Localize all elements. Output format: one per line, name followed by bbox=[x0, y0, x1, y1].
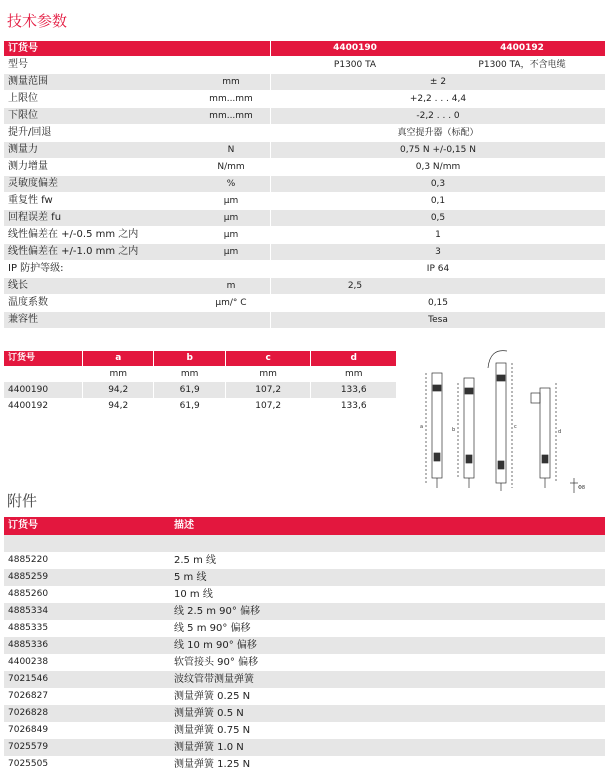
acc-code: 4885220 bbox=[4, 552, 170, 569]
header-col1: 4400190 bbox=[271, 41, 440, 57]
spec-label: 线性偏差在 +/-0.5 mm 之内 bbox=[4, 227, 192, 244]
acc-row bbox=[4, 688, 605, 705]
acc-desc: 测量弹簧 0.5 N bbox=[170, 705, 605, 722]
dim-label-c: c bbox=[514, 424, 517, 430]
spec-unit: µm bbox=[192, 193, 271, 210]
dims-header-row bbox=[4, 351, 397, 366]
acc-code: 7026828 bbox=[4, 705, 170, 722]
spec-value: IP 64 bbox=[271, 261, 606, 278]
dims-cell: 61,9 bbox=[154, 382, 225, 398]
spec-label: 测量力 bbox=[4, 142, 192, 159]
spec-label: 重复性 fw bbox=[4, 193, 192, 210]
temp-label: 温度系数 bbox=[4, 295, 192, 312]
spec-unit bbox=[192, 261, 271, 278]
acc-row bbox=[4, 722, 605, 739]
header-col2: 4400192 bbox=[439, 41, 605, 57]
spec-unit: N/mm bbox=[192, 159, 271, 176]
acc-row bbox=[4, 654, 605, 671]
spec-unit: µm bbox=[192, 227, 271, 244]
acc-desc: 线 2.5 m 90° 偏移 bbox=[170, 603, 605, 620]
dims-cell: 4400192 bbox=[4, 398, 83, 414]
dims-unit-cell: mm bbox=[154, 366, 225, 382]
acc-desc: 2.5 m 线 bbox=[170, 552, 605, 569]
model-col2: P1300 TA，不含电缆 bbox=[439, 57, 605, 74]
section-title-accessories: 附件 bbox=[7, 492, 38, 510]
cable-unit: m bbox=[192, 278, 271, 295]
acc-desc: 10 m 线 bbox=[170, 586, 605, 603]
spec-row bbox=[4, 125, 605, 142]
acc-row bbox=[4, 705, 605, 722]
acc-row bbox=[4, 671, 605, 688]
cable-value: 2,5 bbox=[271, 278, 440, 295]
spec-label: IP 防护等级: bbox=[4, 261, 192, 278]
spec-unit: mm bbox=[192, 74, 271, 91]
acc-row bbox=[4, 756, 605, 773]
acc-header-row bbox=[4, 517, 605, 535]
acc-code: 7021546 bbox=[4, 671, 170, 688]
dims-row bbox=[4, 398, 397, 414]
compat-row bbox=[4, 312, 605, 329]
acc-code: 4885260 bbox=[4, 586, 170, 603]
spec-value: 0,5 bbox=[271, 210, 606, 227]
temp-value: 0,15 bbox=[271, 295, 606, 312]
cable-row bbox=[4, 278, 605, 295]
dims-cell: 133,6 bbox=[311, 382, 397, 398]
acc-header-code: 订货号 bbox=[4, 517, 170, 535]
spec-row bbox=[4, 193, 605, 210]
spec-unit: mm...mm bbox=[192, 91, 271, 108]
spec-value: 0,3 bbox=[271, 176, 606, 193]
acc-row bbox=[4, 569, 605, 586]
spec-row bbox=[4, 244, 605, 261]
spec-value: 0,3 N/mm bbox=[271, 159, 606, 176]
acc-desc: 波纹管带测量弹簧 bbox=[170, 671, 605, 688]
acc-code: 7026827 bbox=[4, 688, 170, 705]
spec-row bbox=[4, 108, 605, 125]
spec-row bbox=[4, 142, 605, 159]
section-title-specs: 技术参数 bbox=[7, 12, 68, 30]
dims-header-cell: b bbox=[154, 351, 225, 366]
acc-desc: 测量弹簧 1.25 N bbox=[170, 756, 605, 773]
acc-desc: 软管接头 90° 偏移 bbox=[170, 654, 605, 671]
dims-cell: 94,2 bbox=[83, 398, 154, 414]
spec-unit bbox=[192, 125, 271, 142]
dim-label-a: a bbox=[420, 424, 424, 430]
acc-spacer-row bbox=[4, 535, 605, 552]
compat-value: Tesa bbox=[271, 312, 606, 329]
spec-row bbox=[4, 176, 605, 193]
dims-header-cell: c bbox=[225, 351, 311, 366]
dims-unit-cell: mm bbox=[83, 366, 154, 382]
spec-table bbox=[4, 41, 605, 329]
spec-row bbox=[4, 261, 605, 278]
acc-desc: 5 m 线 bbox=[170, 569, 605, 586]
spec-value: 0,1 bbox=[271, 193, 606, 210]
acc-code: 7025505 bbox=[4, 756, 170, 773]
acc-desc: 测量弹簧 0.25 N bbox=[170, 688, 605, 705]
acc-row bbox=[4, 603, 605, 620]
spec-unit: µm bbox=[192, 244, 271, 261]
acc-code: 7025579 bbox=[4, 739, 170, 756]
dimensions-table bbox=[4, 351, 397, 414]
cable-label: 线长 bbox=[4, 278, 192, 295]
accessories-table bbox=[4, 517, 605, 773]
spec-unit: µm bbox=[192, 210, 271, 227]
dims-cell: 94,2 bbox=[83, 382, 154, 398]
dim-label-d: d bbox=[558, 429, 562, 435]
dims-cell: 107,2 bbox=[225, 398, 311, 414]
acc-desc: 测量弹簧 1.0 N bbox=[170, 739, 605, 756]
spec-unit: % bbox=[192, 176, 271, 193]
spec-unit: N bbox=[192, 142, 271, 159]
acc-desc: 测量弹簧 0.75 N bbox=[170, 722, 605, 739]
temp-row bbox=[4, 295, 605, 312]
spec-label: 下限位 bbox=[4, 108, 192, 125]
spec-label: 测力增量 bbox=[4, 159, 192, 176]
acc-header-desc: 描述 bbox=[170, 517, 605, 535]
spec-row bbox=[4, 227, 605, 244]
temp-unit: µm/° C bbox=[192, 295, 271, 312]
spec-label: 回程误差 fu bbox=[4, 210, 192, 227]
spec-label: 上限位 bbox=[4, 91, 192, 108]
dims-cell: 133,6 bbox=[311, 398, 397, 414]
acc-code: 7026849 bbox=[4, 722, 170, 739]
dim-label-b: b bbox=[452, 427, 456, 433]
header-label: 订货号 bbox=[4, 41, 192, 57]
acc-code: 4400238 bbox=[4, 654, 170, 671]
spec-header-row bbox=[4, 41, 605, 57]
dims-cell: 61,9 bbox=[154, 398, 225, 414]
spec-value: 真空提升器（标配） bbox=[271, 125, 606, 142]
model-col1: P1300 TA bbox=[271, 57, 440, 74]
spec-value: 3 bbox=[271, 244, 606, 261]
compat-unit bbox=[192, 312, 271, 329]
spec-unit: mm...mm bbox=[192, 108, 271, 125]
acc-row bbox=[4, 586, 605, 603]
spec-value: +2,2 . . . 4,4 bbox=[271, 91, 606, 108]
acc-row bbox=[4, 552, 605, 569]
spec-row bbox=[4, 210, 605, 227]
probe-drawing bbox=[412, 343, 608, 495]
spec-value: -2,2 . . . 0 bbox=[271, 108, 606, 125]
dims-header-cell: 订货号 bbox=[4, 351, 83, 366]
dims-cell: 107,2 bbox=[225, 382, 311, 398]
spec-label: 灵敏度偏差 bbox=[4, 176, 192, 193]
compat-label: 兼容性 bbox=[4, 312, 192, 329]
acc-row bbox=[4, 637, 605, 654]
spec-value: 0,75 N +/-0,15 N bbox=[271, 142, 606, 159]
dims-cell: 4400190 bbox=[4, 382, 83, 398]
acc-code: 4885336 bbox=[4, 637, 170, 654]
acc-desc: 线 10 m 90° 偏移 bbox=[170, 637, 605, 654]
dims-header-cell: a bbox=[83, 351, 154, 366]
spec-row bbox=[4, 74, 605, 91]
dims-unit-cell bbox=[4, 366, 83, 382]
spec-label: 线性偏差在 +/-1.0 mm 之内 bbox=[4, 244, 192, 261]
spec-value: ± 2 bbox=[271, 74, 606, 91]
model-row bbox=[4, 57, 605, 74]
acc-code: 4885335 bbox=[4, 620, 170, 637]
dims-header-cell: d bbox=[311, 351, 397, 366]
dim-label-phi: Φ8 bbox=[578, 485, 586, 491]
acc-row bbox=[4, 620, 605, 637]
acc-code: 4885334 bbox=[4, 603, 170, 620]
dims-row bbox=[4, 382, 397, 398]
dims-unit-cell: mm bbox=[311, 366, 397, 382]
acc-desc: 线 5 m 90° 偏移 bbox=[170, 620, 605, 637]
spec-value: 1 bbox=[271, 227, 606, 244]
spec-row bbox=[4, 91, 605, 108]
spec-label: 提升/回退 bbox=[4, 125, 192, 142]
dims-unit-cell: mm bbox=[225, 366, 311, 382]
acc-code: 4885259 bbox=[4, 569, 170, 586]
dims-units-row bbox=[4, 366, 397, 382]
spec-label: 测量范围 bbox=[4, 74, 192, 91]
spec-row bbox=[4, 159, 605, 176]
model-label: 型号 bbox=[4, 57, 192, 74]
acc-row bbox=[4, 739, 605, 756]
